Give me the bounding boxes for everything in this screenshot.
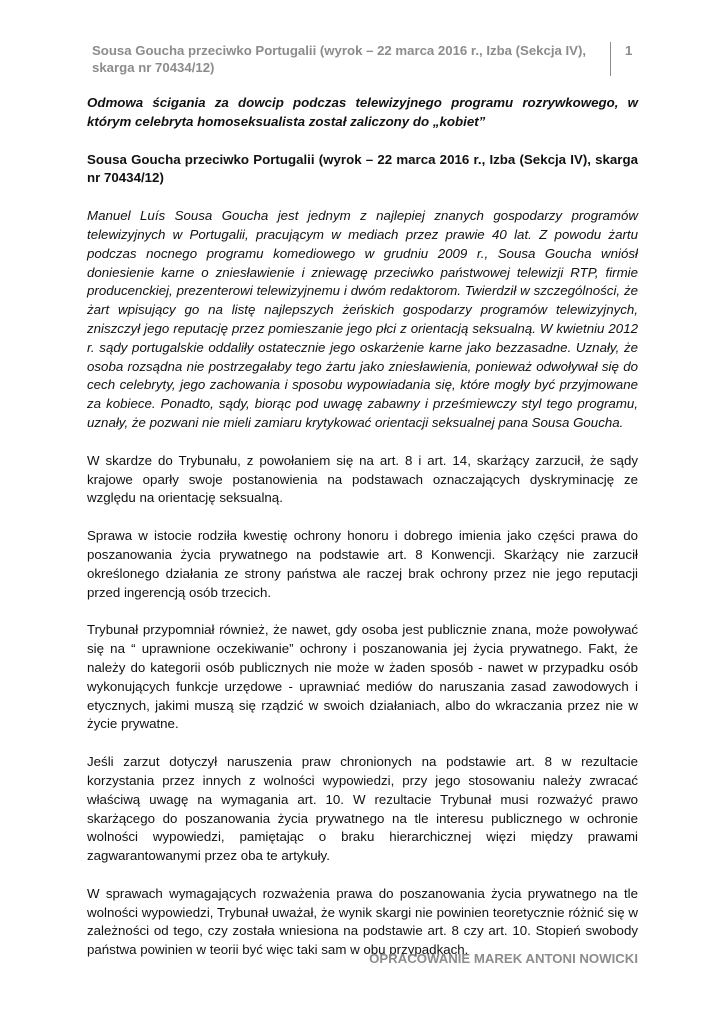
footer-author: OPRACOWANIE MAREK ANTONI NOWICKI bbox=[369, 951, 638, 966]
paragraph: W skardze do Trybunału, z powołaniem się na art. 8 i art. 14, skarżący zarzucił, że sądy krajowe oparły swoje postanowienia na podstawach oznaczających dyskryminację ze względu na orientację seksualną. bbox=[87, 452, 638, 506]
header-title: Sousa Goucha przeciwko Portugalii (wyrok – 22 marca 2016 r., Izba (Sekcja IV), skarga nr 70434/12) bbox=[92, 43, 586, 75]
case-summary: Manuel Luís Sousa Goucha jest jednym z najlepiej znanych gospodarzy programów telewizyjnych w Portugalii, pracującym w mediach przez prawie 40 lat. Z powodu żartu podczas nocnego programu komediowego w grudniu 2009 r., Sousa Goucha wniósł doniesienie karne o zniesławienie i zniewagę przeciwko państwowej telewizji RTP, firmie producenckiej, prezenterowi telewizyjnemu i dwóm redaktorom. Twierdził w szczególności, że żart wpisujący go na listę najlepszych żeńskich gospodarzy programów telewizyjnych, zniszczył jego reputację przez pomieszanie jego płci z orientacją seksualną. W kwietniu 2012 r. sądy portugalskie oddaliły ostatecznie jego oskarżenie karne jako bezzasadne. Uznały, że osoba rozsądna nie postrzegałaby tego żartu jako zniesławienia, ponieważ odwoływał się do cech celebryty, jego zachowania i sposobu wypowiadania się, które mogły być przyjmowane za kobiece. Ponadto, sądy, biorąc pod uwagę zabawny i prześmiewczy styl tego programu, uznały, że pozwani nie mieli zamiaru krytykować orientacji seksualnej pana Sousa Goucha. bbox=[87, 208, 638, 430]
document-title: Odmowa ścigania za dowcip podczas telewizyjnego programu rozrywkowego, w którym celebryta homoseksualista został zaliczony do „kobiet” bbox=[87, 95, 638, 129]
paragraph: Trybunał przypomniał również, że nawet, gdy osoba jest publicznie znana, może powoływać się na “ uprawnione oczekiwanie” ochrony i poszanowania jej życia prywatnego. Fakt, że należy do kategorii osób publicznych nie może w żaden sposób - nawet w przypadku osób wykonujących funkcje urzędowe - uprawniać mediów do naruszania zasad zawodowych i etycznych, jakimi muszą się rządzić w swoich działaniach, albo do wkraczania przez nie w życie prywatne. bbox=[87, 622, 638, 732]
header-divider bbox=[610, 42, 611, 76]
paragraph: W sprawach wymagających rozważenia prawa do poszanowania życia prywatnego na tle wolności wypowiedzi, Trybunał uważał, że wynik skargi nie powinien teoretycznie różnić się w zależności od tego, czy została wniesiona na podstawie art. 8 czy art. 10. Stopień swobody państwa powinien w teorii być więc taki sam w obu przypadkach. bbox=[87, 885, 638, 958]
paragraph: Jeśli zarzut dotyczył naruszenia praw chronionych na podstawie art. 8 w rezultacie korzystania przez innych z wolności wypowiedzi, przy jego stosowaniu należy zwracać właściwą uwagę na wymagania art. 10. W rezultacie Trybunał musi rozważyć prawo skarżącego do poszanowania życia prywatnego na tle interesu publicznego w ochronie wolności wypowiedzi, pamiętając o braku hierarchicznej więzi między prawami zagwarantowanymi przez oba te artykuły. bbox=[87, 754, 638, 864]
document-body bbox=[87, 94, 638, 960]
case-reference: Sousa Goucha przeciwko Portugalii (wyrok – 22 marca 2016 r., Izba (Sekcja IV), skarga nr 70434/12) bbox=[87, 151, 638, 186]
paragraph: Sprawa w istocie rodziła kwestię ochrony honoru i dobrego imienia jako części prawa do poszanowania życia prywatnego na podstawie art. 8 Konwencji. Skarżący nie zarzucił określonego działania ze strony państwa ale raczej brak ochrony przez nie jego reputacji przed ingerencją osób trzecich. bbox=[87, 528, 638, 600]
page-header bbox=[92, 42, 632, 82]
page-number: 1 bbox=[625, 43, 633, 58]
